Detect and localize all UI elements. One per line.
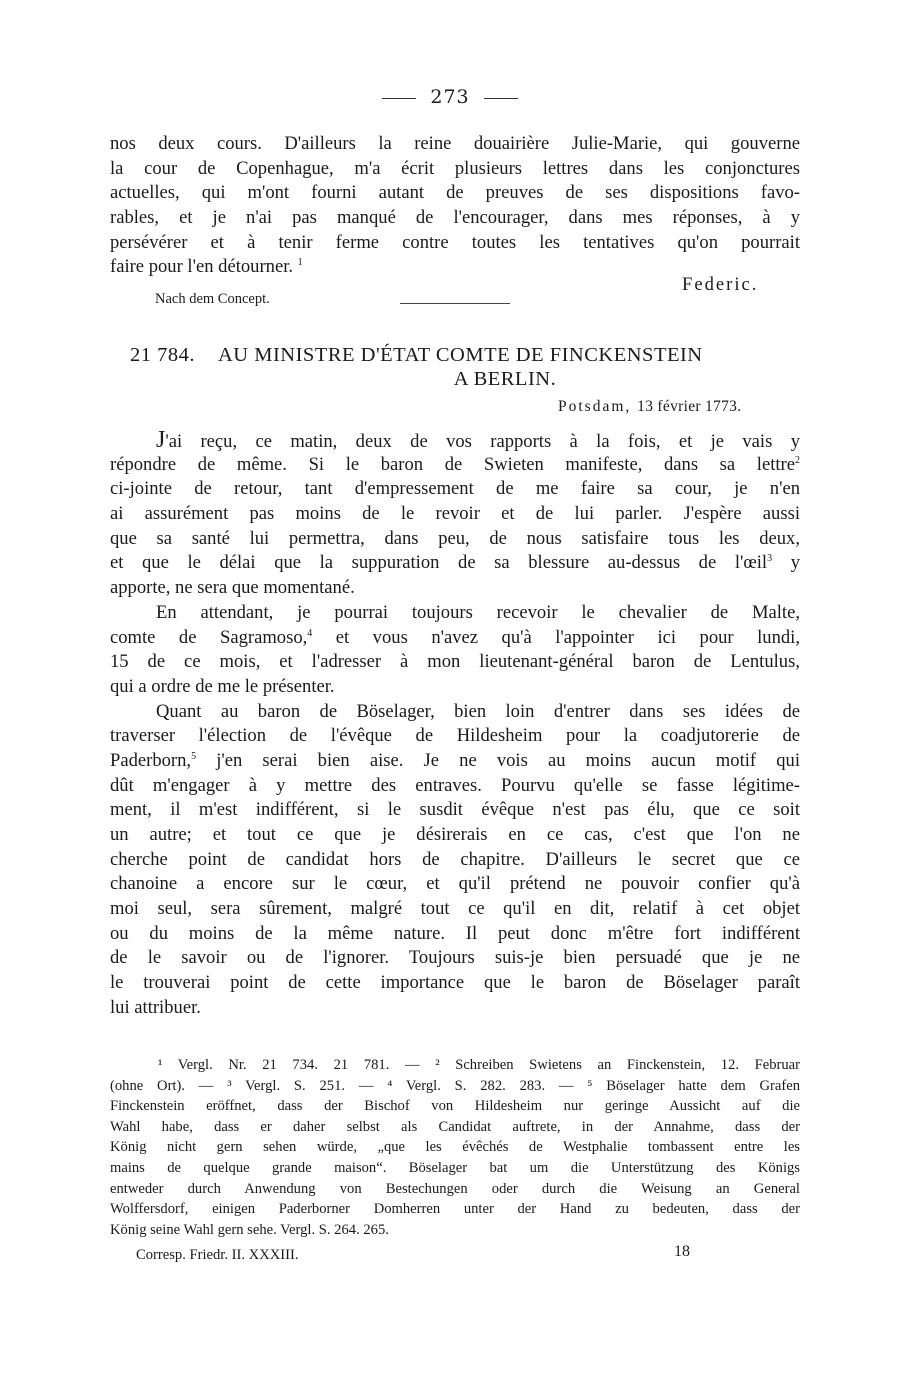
footnote-line: mains de quelque grande maison“. Böselager bat um die Unterstützung des Königs [110,1159,800,1176]
letter-title-line2: A BERLIN. [453,368,557,390]
footnote-line: entweder durch Anwendung von Bestechungen oder durch die Weisung an General [110,1180,800,1197]
text-line: nos deux cours. D'ailleurs la reine douairière Julie-Marie, qui gouverne [110,133,800,154]
header-dash-right [484,98,518,99]
footnote-mark: 2 [795,454,800,466]
text-line: ment, il m'est indifférent, si le susdit évêque n'est pas élu, que ce soit [110,799,800,821]
text-line: ci-jointe de retour, tant d'empressement de me faire sa cour, je n'en [110,478,800,500]
footnote-line: Finckenstein eröffnet, dass der Bischof von Hildesheim nur geringe Aussicht auf die [110,1098,800,1115]
text-line-content: comte de Sagramoso, [110,626,308,648]
text-line: persévérer et à tenir ferme contre toutes les tentatives qu'on pourrait [110,231,800,253]
footnote-line: ¹ Vergl. Nr. 21 734. 21 781. — ² Schreiben Swietens an Finckenstein, 12. Februar [158,1057,800,1073]
signature-mark: 18 [674,1243,690,1260]
text-line: 15 de ce mois, et l'adresser à mon lieutenant-général baron de Lentulus, [110,651,800,673]
text-line: rables, et je n'ai pas manqué de l'encourager, dans mes réponses, à y [110,207,800,229]
text-line: de le savoir ou de l'ignorer. Toujours suis-je bien persuadé que je ne [110,947,800,969]
publication-title: Corresp. Friedr. II. XXXIII. [136,1247,299,1263]
text-line: le trouverai point de cette importance que le baron de Böselager paraît [110,972,800,994]
footnote-line: König nicht gern sehen würde, „que les évêchés de Westphalie tombassent entre les [110,1139,800,1156]
intro-paragraph [110,132,800,280]
footnote-mark: 1 [297,257,303,269]
text-line-content: Paderborn, [110,749,192,771]
footnote-mark: 4 [307,627,313,639]
text-line-content: et que le délai que la suppuration de sa blessure au-dessus de l'œil [110,552,768,574]
letter-body [110,428,800,1021]
text-line: qui a ordre de me le présenter. [110,675,335,697]
text-line: En attendant, je pourrai toujours recevoir le chevalier de Malte, [156,601,800,623]
text-line-content: y [772,552,801,574]
footnotes [110,1055,800,1240]
section-divider [400,303,510,304]
text-line: chanoine a encore sur le cœur, et qu'il prétend ne pouvoir confier qu'à [110,873,800,895]
text-line [110,551,800,576]
footnote-line: König seine Wahl gern sehe. Vergl. S. 264. 265. [110,1221,389,1238]
letter-place: Potsdam, [558,398,632,415]
text-line: dût m'engager à y mettre des entraves. Pourvu qu'elle se fasse légitime- [110,774,800,796]
text-line: la cour de Copenhague, m'a écrit plusieurs lettres dans les conjonctures [110,157,800,179]
footnote-line: Wahl habe, dass er daher selbst als Candidat auftrete, in der Annahme, dass der [110,1118,800,1135]
text-line: que sa santé lui permettra, dans peu, de nous satisfaire tous les deux, [110,527,800,549]
text-line: ou du moins de la même nature. Il peut donc m'être fort indifférent [110,922,800,944]
text-line: moi seul, sera sûrement, malgré tout ce qu'il en dit, relatif à cet objet [110,898,800,920]
footnote-line: (ohne Ort). — ³ Vergl. S. 251. — ⁴ Vergl. S. 282. 283. — ⁵ Böselager hatte dem Grafen [110,1077,800,1094]
letter-heading [130,344,790,391]
text-line [110,749,800,774]
text-line-content: j'en serai bien aise. Je ne vois au moins aucun motif qui [196,749,800,771]
page-header [0,86,900,108]
text-line: Quant au baron de Böselager, bien loin d'entrer dans ses idées de [156,700,800,722]
letter-title-line1: AU MINISTRE D'ÉTAT COMTE DE FINCKENSTEIN [218,344,703,366]
source-note: Nach dem Concept. [155,291,270,307]
footnote-mark: 3 [767,553,773,565]
letter-date: 13 février 1773. [637,398,742,415]
letter-signature: Federic. [682,274,759,295]
text-line-content: et vous n'avez qu'à l'appointer ici pour lundi, [312,626,800,648]
dateline [558,398,741,416]
text-line: apporte, ne sera que momentané. [110,577,355,599]
text-line-content: faire pour l'en détourner. [110,256,294,278]
text-line [110,428,800,453]
page-number: 273 [430,86,470,108]
header-dash-left [382,98,416,99]
text-line-content: 'ai reçu, ce matin, deux de vos rapports à la fois, et je vais y [165,431,800,452]
text-line: un autre; et tout ce que je désirerais en ce cas, c'est que l'on ne [110,824,800,845]
footnote-line: Wolffersdorf, einigen Paderborner Domherren unter der Hand zu bedeuten, dass der [110,1201,800,1218]
text-line [110,626,800,651]
text-line-content: répondre de même. Si le baron de Swieten manifeste, dans sa lettre [110,453,795,475]
text-line: cherche point de candidat hors de chapitre. D'ailleurs le secret que ce [110,848,800,870]
text-line: lui attribuer. [110,996,201,1018]
page-footer [136,1243,696,1264]
text-line [110,453,800,478]
text-line: actuelles, qui m'ont fourni autant de preuves de ses dispositions favo- [110,182,800,204]
footnote-mark: 5 [191,750,197,762]
drop-cap: J [156,427,166,453]
text-line: traverser l'élection de l'évêque de Hildesheim pour la coadjutorerie de [110,725,800,747]
text-line: ai assurément pas moins de le revoir et de lui parler. J'espère aussi [110,503,800,525]
letter-number: 21 784. [130,344,195,366]
